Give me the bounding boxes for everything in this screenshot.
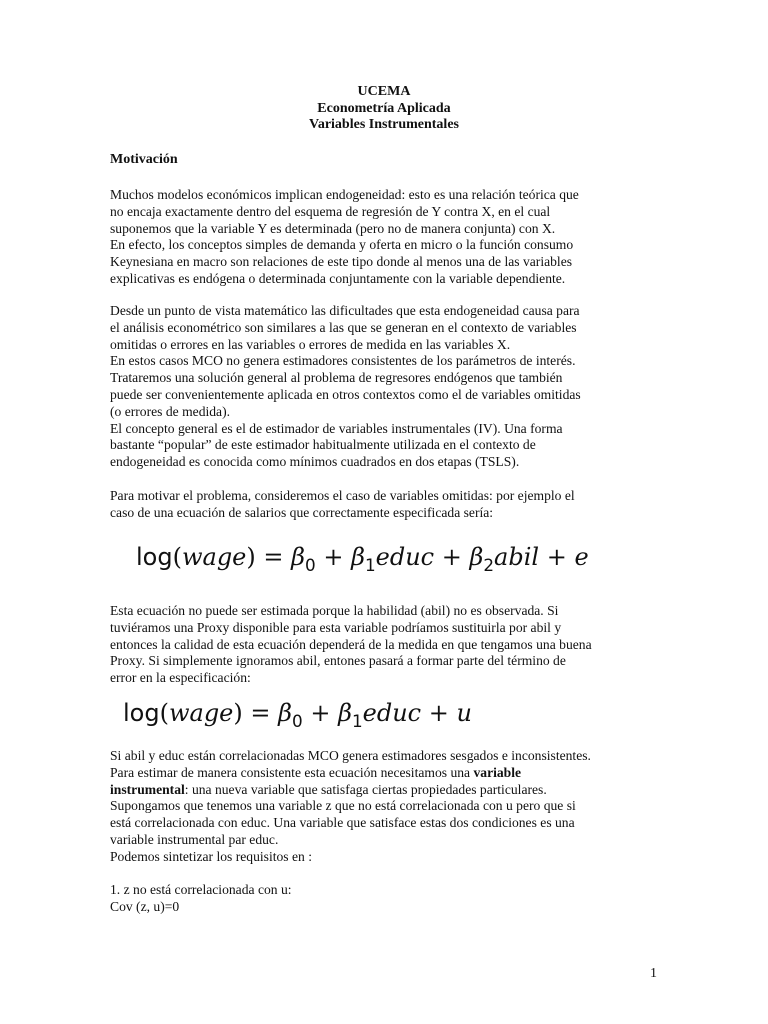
text-line: En efecto, los conceptos simples de demanda y oferta en micro o la función consumo	[110, 237, 574, 253]
text-line: Esta ecuación no puede ser estimada porque la habilidad (abil) no es observada. Si	[110, 603, 559, 618]
topic-title: Variables Instrumentales	[309, 117, 459, 132]
requirement-formula: Cov (z, u)=0	[110, 898, 180, 914]
text-line: Keynesiana en macro son relaciones de este tipo donde al menos una de las variables	[110, 254, 573, 270]
text-line: error en la especificación:	[110, 670, 251, 686]
text-run: Para estimar de manera consistente esta ecuación necesitamos una	[110, 764, 474, 780]
paragraph-3	[110, 488, 670, 522]
text-line: Podemos sintetizar los requisitos en :	[110, 848, 312, 864]
paragraph-2	[110, 303, 670, 471]
institution-title: UCEMA	[357, 84, 411, 99]
text-line: endogeneidad es conocida como mínimos cuadrados en dos etapas (TSLS).	[110, 454, 520, 470]
equation-1: log(wage) = $\beta_0$ + $\beta_1educ$ + $\beta_2abil + e$	[136, 543, 589, 575]
text-line: entonces la calidad de esta ecuación dependerá de la medida en que tengamos una buena	[110, 636, 592, 652]
requirement-label: 1. z no está correlacionada con u:	[110, 882, 292, 897]
text-line: el análisis econométrico son similares a las que se generan en el contexto de variables	[110, 319, 577, 335]
text-line	[110, 765, 670, 782]
text-line: Para motivar el problema, consideremos el caso de variables omitidas: por ejemplo el	[110, 488, 575, 503]
text-line: variable instrumental par educ.	[110, 831, 279, 847]
paragraph-4	[110, 603, 670, 687]
text-line: Supongamos que tenemos una variable z que no está correlacionada con u pero que si	[110, 798, 576, 814]
document-header	[0, 84, 768, 134]
paragraph-5	[110, 748, 670, 866]
text-line: caso de una ecuación de salarios que correctamente especificada sería:	[110, 504, 494, 520]
text-line: Desde un punto de vista matemático las dificultades que esta endogeneidad causa para	[110, 303, 580, 318]
text-line: Muchos modelos económicos implican endogeneidad: esto es una relación teórica que	[110, 187, 579, 202]
section-heading: Motivación	[110, 152, 178, 167]
bold-term: variable	[473, 764, 522, 780]
text-line: puede ser convenientemente aplicada en otros contextos como el de variables omitidas	[110, 386, 581, 402]
text-line: Si abil y educ están correlacionadas MCO genera estimadores sesgados e inconsistentes.	[110, 748, 591, 763]
text-line: Trataremos una solución general al problema de regresores endógenos que también	[110, 370, 563, 386]
text-line: bastante “popular” de este estimador habitualmente utilizada en el contexto de	[110, 437, 536, 453]
course-title: Econometría Aplicada	[317, 100, 451, 116]
text-line: está correlacionada con educ. Una variable que satisface estas dos condiciones es una	[110, 815, 575, 831]
text-line: explicativas es endógena o determinada conjuntamente con la variable dependiente.	[110, 270, 566, 286]
equation-2: log(wage) = $\beta_0$ + $\beta_1educ + u$	[123, 699, 472, 731]
requirement-1	[110, 882, 670, 916]
text-line	[110, 782, 670, 799]
text-line: omitidas o errores en las variables o errores de medida en las variables X.	[110, 336, 511, 352]
text-line: no encaja exactamente dentro del esquema de regresión de Y contra X, en el cual	[110, 203, 551, 219]
text-line: El concepto general es el de estimador de variables instrumentales (IV). Una forma	[110, 420, 563, 436]
text-line: Proxy. Si simplemente ignoramos abil, entones pasará a formar parte del término de	[110, 653, 566, 669]
text-line: suponemos que la variable Y es determinada (pero no de manera conjunta) con X.	[110, 220, 556, 236]
bold-term: instrumental	[110, 781, 185, 797]
page-number: 1	[650, 966, 657, 981]
text-run: : una nueva variable que satisfaga ciertas propiedades particulares.	[184, 781, 547, 797]
paragraph-1	[110, 187, 670, 288]
text-line: (o errores de medida).	[110, 403, 231, 419]
text-line: tuviéramos una Proxy disponible para esta variable podríamos sustituirla por abil y	[110, 619, 562, 635]
text-line: En estos casos MCO no genera estimadores consistentes de los parámetros de interés.	[110, 353, 576, 369]
